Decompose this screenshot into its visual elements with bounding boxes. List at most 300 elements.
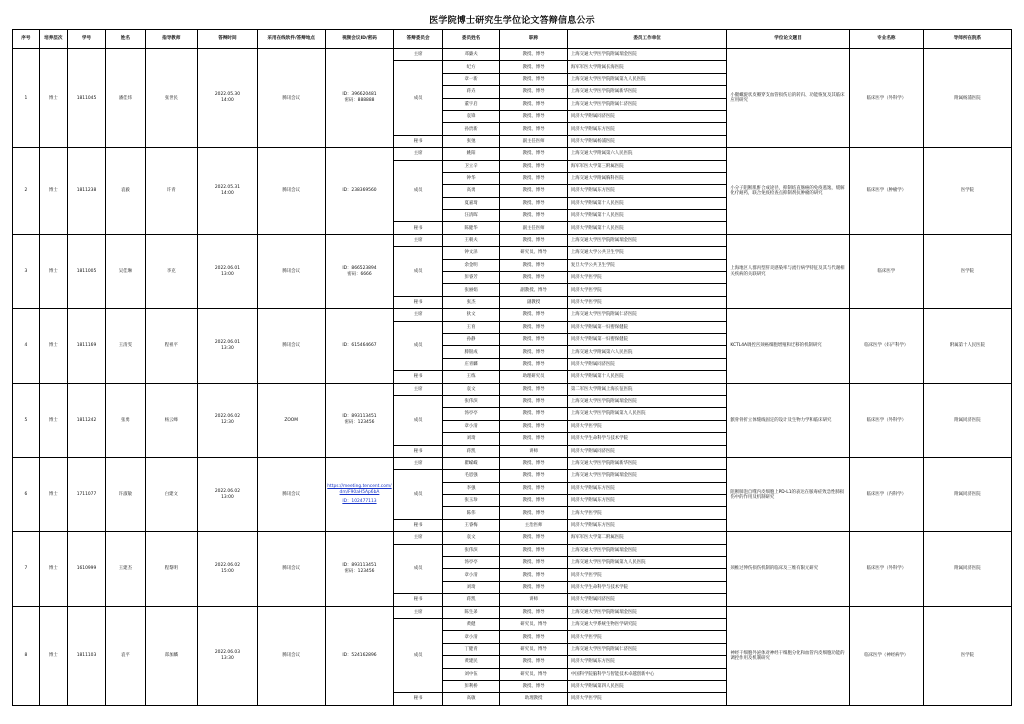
member-org: 上海交通大学附属第六人民医院	[567, 148, 726, 160]
advisor-name: 程黎明	[145, 532, 197, 606]
member-title: 教授、博导	[500, 395, 568, 407]
member-name: 邓廉夫	[442, 49, 499, 61]
member-title: 教授、博导	[500, 457, 568, 469]
member-name: 张玉珍	[442, 495, 499, 507]
table-row	[13, 309, 1012, 321]
member-title: 教授、博导	[500, 383, 568, 395]
member-org: 同济大学生命科学与技术学院	[567, 433, 726, 445]
member-title: 副教授、博导	[500, 284, 568, 296]
thesis-title: 颈椎过伸伤损伤机制的临床及三维有限元研究	[727, 532, 849, 606]
member-org: 上海交通大学医学院附属瑞金医院	[567, 470, 726, 482]
major-name: 临床医学（神经病学）	[849, 606, 923, 705]
member-title: 教授、博导	[500, 185, 568, 197]
table-row	[13, 457, 1012, 469]
member-title: 副主任医师	[500, 222, 568, 234]
defense-time	[197, 457, 257, 531]
student-name: 许淑敏	[106, 457, 146, 531]
member-title: 教授、博导	[500, 259, 568, 271]
member-title: 副主任医师	[500, 135, 568, 147]
member-name: 瞿嵘嵘	[442, 457, 499, 469]
member-title: 教授、博导	[500, 581, 568, 593]
member-title: 教授、博导	[500, 346, 568, 358]
defense-clock: 13:30	[221, 345, 234, 351]
meeting-info	[325, 606, 394, 705]
member-org: 上海交通大学医学院附属仁济医院	[567, 643, 726, 655]
member-org: 同济大学附属东方医院	[567, 185, 726, 197]
major-name: 临床医学（内科学）	[849, 457, 923, 531]
committee-role: 成员	[394, 247, 442, 297]
advisor-name: 张世民	[145, 49, 197, 148]
col-time: 答辩时间	[197, 30, 257, 49]
member-title: 研究员、博导	[500, 618, 568, 630]
member-org: 上海交通大学医学院附属第九人民医院	[567, 73, 726, 85]
student-level: 博士	[39, 606, 67, 705]
member-org: 同济大学医学院	[567, 569, 726, 581]
col-member-org: 委员工作单位	[567, 30, 726, 49]
advisor-name: 程祖平	[145, 309, 197, 383]
member-org: 同济大学附属第十人民医院	[567, 210, 726, 222]
member-title: 教授、博导	[500, 656, 568, 668]
advisor-department: 附属杨浦医院	[923, 49, 1011, 148]
meeting-info	[325, 383, 394, 457]
member-org: 同济大学附属杨浦医院	[567, 135, 726, 147]
col-thesis: 学位论文题目	[727, 30, 849, 49]
member-org: 上海交通大学医学院附属新华医院	[567, 457, 726, 469]
member-name: 丁健青	[442, 643, 499, 655]
advisor-name: 郑加麟	[145, 606, 197, 705]
member-title: 助理研究员	[500, 371, 568, 383]
committee-role: 成员	[394, 470, 442, 520]
member-title: 教授、博导	[500, 495, 568, 507]
committee-role: 秘书	[394, 222, 442, 234]
student-no: 8	[13, 606, 40, 705]
member-name: 张杰	[442, 296, 499, 308]
defense-date: 2022.06.03	[214, 649, 240, 655]
member-name: 姚阳	[442, 148, 499, 160]
member-name: 董宇启	[442, 98, 499, 110]
student-no: 4	[13, 309, 40, 383]
member-name: 王练	[442, 371, 499, 383]
member-name: 张丽娟	[442, 284, 499, 296]
table-row	[13, 532, 1012, 544]
member-name: 毛恩强	[442, 470, 499, 482]
member-name: 袁锋	[442, 110, 499, 122]
member-org: 海军军医大学附属长海医院	[567, 61, 726, 73]
defense-date: 2022.05.31	[214, 185, 240, 191]
header-row	[13, 30, 1012, 49]
advisor-name: 杨云峰	[145, 383, 197, 457]
student-id: 1811005	[67, 234, 105, 308]
member-title: 教授、博导	[500, 210, 568, 222]
col-sid: 学号	[67, 30, 105, 49]
student-name: 王建杰	[106, 532, 146, 606]
member-org: 同济大学医学院	[567, 296, 726, 308]
defense-platform: 腾讯会议	[257, 309, 325, 383]
thesis-title: 上海地区人群丙型肝炎感染率与流行病学特征及其与代谢相关疾病的关联研究	[727, 234, 849, 308]
meeting-password: 密码：6666	[347, 271, 372, 277]
member-name: 狄文	[442, 309, 499, 321]
member-org: 同济大学附属第十人民医院	[567, 371, 726, 383]
defense-date: 2022.06.01	[214, 339, 240, 345]
committee-role: 成员	[394, 618, 442, 692]
col-member-title: 职称	[500, 30, 568, 49]
member-name: 黄健	[442, 618, 499, 630]
defense-clock: 13:30	[221, 655, 234, 661]
member-name: 孙贵新	[442, 123, 499, 135]
member-name: 刘琦	[442, 581, 499, 593]
member-name: 庄青麟	[442, 358, 499, 370]
defense-time	[197, 532, 257, 606]
student-no: 5	[13, 383, 40, 457]
member-title: 教授、博导	[500, 680, 568, 692]
meeting-info	[325, 49, 394, 148]
member-name: 汤亭亭	[442, 408, 499, 420]
major-name: 临床医学（外科学）	[849, 49, 923, 148]
member-name: 袁文	[442, 532, 499, 544]
member-org: 同济大学医学院	[567, 284, 726, 296]
member-org: 同济大学附属东方医院	[567, 656, 726, 668]
committee-role: 秘书	[394, 519, 442, 531]
meeting-info	[325, 532, 394, 606]
member-title: 教授、博导	[500, 73, 568, 85]
member-name: 纪方	[442, 61, 499, 73]
student-no: 7	[13, 532, 40, 606]
member-name: 卫立辛	[442, 160, 499, 172]
committee-role: 主席	[394, 532, 442, 544]
major-name: 临床医学（外科学）	[849, 383, 923, 457]
defense-time	[197, 49, 257, 148]
student-name: 吴佳琳	[106, 234, 146, 308]
meeting-password: 密码：123456	[344, 420, 375, 426]
defense-clock: 14:00	[221, 190, 234, 196]
member-org: 上海交通大学医学院附属第九人民医院	[567, 557, 726, 569]
member-title: 教授、博导	[500, 557, 568, 569]
defense-platform: 腾讯会议	[257, 606, 325, 705]
student-name: 王清雯	[106, 309, 146, 383]
committee-role: 成员	[394, 395, 442, 445]
member-title: 教授、博导	[500, 321, 568, 333]
student-name: 潘佳炜	[106, 49, 146, 148]
col-name: 姓名	[106, 30, 146, 49]
member-org: 上海交通大学医学院附属瑞金医院	[567, 49, 726, 61]
member-name: 汤亭亭	[442, 557, 499, 569]
member-title: 教授、博导	[500, 309, 568, 321]
defense-platform: 腾讯会议	[257, 148, 325, 235]
col-level: 培养层次	[39, 30, 67, 49]
member-org: 中国科学院脑科学与智能技术卓越创新中心	[567, 668, 726, 680]
major-name: 临床医学（肿瘤学）	[849, 148, 923, 235]
member-name: 刘琦	[442, 433, 499, 445]
advisor-department: 附属同济医院	[923, 383, 1011, 457]
committee-role: 秘书	[394, 371, 442, 383]
member-org: 上海大学医学院	[567, 507, 726, 519]
member-org: 同济大学附属东方医院	[567, 482, 726, 494]
defense-time	[197, 383, 257, 457]
member-title: 讲师	[500, 445, 568, 457]
defense-time	[197, 309, 257, 383]
member-title: 教授、博导	[500, 272, 568, 284]
member-org: 同济大学附属东方医院	[567, 123, 726, 135]
member-org: 同济大学医学院	[567, 420, 726, 432]
member-title: 教授、博导	[500, 160, 568, 172]
member-title: 教授、博导	[500, 110, 568, 122]
defense-time	[197, 606, 257, 705]
advisor-department: 医学院	[923, 606, 1011, 705]
col-committee: 答辩委员会	[394, 30, 442, 49]
thesis-title: 神经干细胞外泌体对神经干细胞分化和血管内皮细胞功能的调控作用及机制研究	[727, 606, 849, 705]
member-title: 教授、博导	[500, 61, 568, 73]
member-name: 陈生弟	[442, 606, 499, 618]
member-org: 同济大学医学院	[567, 693, 726, 705]
member-org: 上海交通大学系统生物医学研究院	[567, 618, 726, 630]
meeting-info	[325, 457, 394, 531]
meeting-info	[325, 234, 394, 308]
advisor-department: 附属第十人民医院	[923, 309, 1011, 383]
member-title: 教授、博导	[500, 148, 568, 160]
col-dept: 导师所在院系	[923, 30, 1011, 49]
student-no: 3	[13, 234, 40, 308]
defense-time	[197, 148, 257, 235]
student-level: 博士	[39, 49, 67, 148]
member-org: 上海交通大学附属第六人民医院	[567, 346, 726, 358]
member-org: 上海交通大学附属胸科医院	[567, 172, 726, 184]
defense-date: 2022.06.02	[214, 414, 240, 420]
student-id: 1811242	[67, 383, 105, 457]
committee-role: 主席	[394, 383, 442, 395]
member-name: 汪清晖	[442, 210, 499, 222]
meeting-id: ID：615464667	[342, 342, 377, 348]
table-row	[13, 148, 1012, 160]
thesis-title: 小分子阻断肌酐合成途径，抑制结直肠癌的免疫逃逸，缓解化疗耐药，联合免疫检查点抑制剂抗肿瘤的研究	[727, 148, 849, 235]
committee-role: 主席	[394, 457, 442, 469]
member-org: 同济大学附属第十人民医院	[567, 197, 726, 209]
member-title: 教授、博导	[500, 569, 568, 581]
member-name: 黄建民	[442, 656, 499, 668]
advisor-name: 白建文	[145, 457, 197, 531]
member-org: 海军军医大学第三附属医院	[567, 160, 726, 172]
member-name: 钟文泽	[442, 247, 499, 259]
defense-date: 2022.06.02	[214, 488, 240, 494]
col-platform: 采用在线软件/答辩地点	[257, 30, 325, 49]
member-org: 同济大学附属同济医院	[567, 594, 726, 606]
member-org: 同济大学附属第四人民医院	[567, 680, 726, 692]
meeting-info	[325, 148, 394, 235]
member-title: 教授、博导	[500, 482, 568, 494]
member-title: 教授、博导	[500, 408, 568, 420]
advisor-name: 许青	[145, 148, 197, 235]
member-title: 教授、博导	[500, 49, 568, 61]
member-name: 彭睿芳	[442, 272, 499, 284]
major-name: 临床医学（外科学）	[849, 532, 923, 606]
committee-role: 主席	[394, 148, 442, 160]
major-name: 临床医学（妇产科学）	[849, 309, 923, 383]
committee-role: 秘书	[394, 445, 442, 457]
member-org: 海军军医大学第二附属医院	[567, 532, 726, 544]
member-name: 陈健华	[442, 222, 499, 234]
member-org: 同济大学附属东方医院	[567, 519, 726, 531]
meeting-link[interactable]: https://meeting.tencent.com/dm/F90aH5Ap6bA	[327, 484, 392, 496]
meeting-id: ID：396620481	[342, 92, 377, 98]
student-name: 张勇	[106, 383, 146, 457]
member-name: 夏嘉琦	[442, 197, 499, 209]
member-org: 上海交通大学医学院附属第九人民医院	[567, 408, 726, 420]
defense-platform: 腾讯会议	[257, 49, 325, 148]
member-title: 讲师	[500, 594, 568, 606]
member-org: 同济大学附属同济医院	[567, 445, 726, 457]
student-no: 6	[13, 457, 40, 531]
student-id: 1811169	[67, 309, 105, 383]
col-member-name: 委员姓名	[442, 30, 499, 49]
student-id: 1711077	[67, 457, 105, 531]
member-org: 上海交通大学医学院附属瑞金医院	[567, 395, 726, 407]
member-title: 教授、博导	[500, 333, 568, 345]
member-name: 王育	[442, 321, 499, 333]
member-name: 章一新	[442, 73, 499, 85]
member-name: 王朝夫	[442, 234, 499, 246]
member-title: 教授、博导	[500, 420, 568, 432]
member-title: 教授、博导	[500, 631, 568, 643]
defense-platform: 腾讯会议	[257, 234, 325, 308]
member-title: 教授、博导	[500, 544, 568, 556]
member-title: 教授、博导	[500, 197, 568, 209]
member-title: 教授、博导	[500, 507, 568, 519]
member-name: 张伟滨	[442, 395, 499, 407]
defense-clock: 12:30	[221, 420, 234, 426]
member-name: 刘中伍	[442, 668, 499, 680]
member-name: 张伟滨	[442, 544, 499, 556]
committee-role: 秘书	[394, 296, 442, 308]
member-org: 同济大学附属同济医院	[567, 110, 726, 122]
meeting-id: ID：893113451	[342, 562, 377, 568]
member-org: 同济大学附属第一妇婴保健院	[567, 321, 726, 333]
member-org: 上海交通大学医学院附属仁济医院	[567, 98, 726, 110]
thesis-title: 阻断肺泡自噬内皮细胞上PD-L1的表达在脓毒症致急性肺损伤中的作用及机制研究	[727, 457, 849, 531]
member-name: 余金明	[442, 259, 499, 271]
member-title: 教授、博导	[500, 433, 568, 445]
member-org: 同济大学附属同济医院	[567, 358, 726, 370]
member-name: 蒋凯	[442, 445, 499, 457]
committee-role: 成员	[394, 321, 442, 371]
member-name: 章小清	[442, 631, 499, 643]
member-title: 副教授	[500, 296, 568, 308]
member-title: 助理教授	[500, 693, 568, 705]
thesis-title: 髌骨骨折立体缝线固定的设计及生物力学和临床研究	[727, 383, 849, 457]
member-name: 滕银成	[442, 346, 499, 358]
meeting-info	[325, 309, 394, 383]
member-org: 第二军医大学附属上海长征医院	[567, 383, 726, 395]
member-name: 高勇	[442, 185, 499, 197]
page-title: 医学院博士研究生学位论文答辩信息公示	[429, 16, 595, 26]
defense-info-table	[12, 29, 1012, 706]
member-org: 上海交通大学医学院附属仁济医院	[567, 309, 726, 321]
meeting-id: ID：238369560	[342, 188, 377, 194]
major-name: 临床医学	[849, 234, 923, 308]
member-name: 钟华	[442, 172, 499, 184]
defense-platform: 腾讯会议	[257, 532, 325, 606]
table-row	[13, 234, 1012, 246]
defense-clock: 14:00	[221, 98, 234, 104]
committee-role: 秘书	[394, 693, 442, 705]
member-name: 彭利桥	[442, 680, 499, 692]
student-id: 1811103	[67, 606, 105, 705]
member-org: 上海交通大学医学院附属新华医院	[567, 86, 726, 98]
advisor-department: 医学院	[923, 148, 1011, 235]
member-name: 章小清	[442, 569, 499, 581]
committee-role: 主席	[394, 606, 442, 618]
defense-date: 2022.05.30	[214, 92, 240, 98]
member-org: 上海交通大学医学院附属瑞金医院	[567, 606, 726, 618]
advisor-department: 附属同济医院	[923, 457, 1011, 531]
student-level: 博士	[39, 532, 67, 606]
member-name: 孙静	[442, 333, 499, 345]
table-row	[13, 606, 1012, 618]
committee-role: 主席	[394, 309, 442, 321]
advisor-department: 附属同济医院	[923, 532, 1011, 606]
student-level: 博士	[39, 309, 67, 383]
member-name: 蒋垚	[442, 86, 499, 98]
thesis-title: 小腿螺旋状皮瓣穿支血管损伤后的转归、功能恢复及其临床应用研究	[727, 49, 849, 148]
member-org: 同济大学医学院	[567, 272, 726, 284]
member-org: 复旦大学公共卫生学院	[567, 259, 726, 271]
member-title: 研究员、博导	[500, 668, 568, 680]
committee-role: 主席	[394, 234, 442, 246]
table-row	[13, 49, 1012, 61]
member-title: 教授、博导	[500, 606, 568, 618]
student-no: 2	[13, 148, 40, 235]
member-title: 教授、博导	[500, 234, 568, 246]
member-org: 同济大学生命科学与技术学院	[567, 581, 726, 593]
meeting-password: 密码：123456	[344, 568, 375, 574]
student-id: 1811045	[67, 49, 105, 148]
defense-platform: 腾讯会议	[257, 457, 325, 531]
member-org: 同济大学附属第十人民医院	[567, 222, 726, 234]
member-title: 教授、博导	[500, 86, 568, 98]
student-name: 袁平	[106, 606, 146, 705]
member-org: 上海交通大学医学院附属瑞金医院	[567, 234, 726, 246]
advisor-name: 李克	[145, 234, 197, 308]
member-title: 教授、博导	[500, 358, 568, 370]
student-id: 1811238	[67, 148, 105, 235]
committee-role: 成员	[394, 61, 442, 135]
member-org: 上海交通大学公共卫生学院	[567, 247, 726, 259]
thesis-title: KCTL4A调控宫颈癌细胞增殖和迁移的机制研究	[727, 309, 849, 383]
meeting-password: 密码：888888	[344, 98, 375, 104]
meeting-id: ID：524162896	[342, 652, 377, 658]
defense-date: 2022.06.01	[214, 265, 240, 271]
member-org: 同济大学附属第一妇婴保健院	[567, 333, 726, 345]
student-level: 博士	[39, 383, 67, 457]
col-major: 专业名称	[849, 30, 923, 49]
defense-clock: 13:00	[221, 494, 234, 500]
committee-role: 秘书	[394, 135, 442, 147]
committee-role: 秘书	[394, 594, 442, 606]
member-title: 教授、博导	[500, 172, 568, 184]
advisor-department: 医学院	[923, 234, 1011, 308]
col-advisor: 指导教师	[145, 30, 197, 49]
member-name: 章小清	[442, 420, 499, 432]
defense-platform: ZOOM	[257, 383, 325, 457]
table-row	[13, 383, 1012, 395]
committee-role: 主席	[394, 49, 442, 61]
defense-clock: 15:00	[221, 568, 234, 574]
meeting-id[interactable]: ID：102477113	[342, 499, 377, 505]
member-title: 研究员、博导	[500, 247, 568, 259]
meeting-id: ID：893113451	[342, 414, 377, 420]
col-meeting: 视频会议ID/密码	[325, 30, 394, 49]
student-level: 博士	[39, 148, 67, 235]
student-level: 博士	[39, 234, 67, 308]
member-name: 王睿梅	[442, 519, 499, 531]
